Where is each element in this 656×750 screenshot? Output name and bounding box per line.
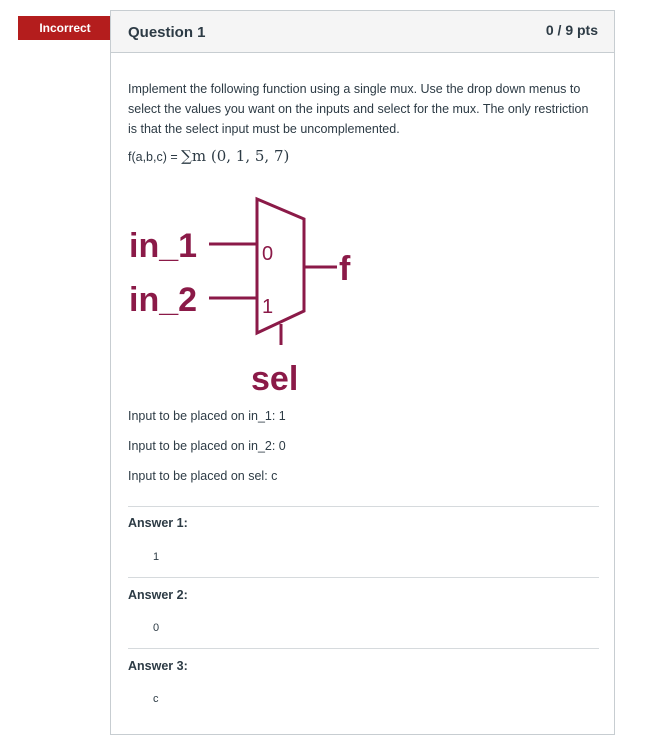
port-1-label: 1 — [262, 296, 274, 318]
selection-sel: Input to be placed on sel: c — [128, 469, 278, 483]
port-0-label: 0 — [262, 243, 274, 265]
answer-2-label: Answer 2: — [128, 588, 188, 602]
in2-label: in_2 — [129, 281, 198, 319]
selection-in1: Input to be placed on in_1: 1 — [128, 409, 286, 423]
in1-label: in_1 — [129, 227, 198, 265]
question-title: Question 1 — [128, 24, 206, 41]
question-card — [110, 10, 615, 735]
answer-1-value: 1 — [153, 551, 160, 563]
answer-3-label: Answer 3: — [128, 659, 188, 673]
question-points: 0 / 9 pts — [545, 22, 598, 38]
function-prefix: f(a,b,c) = — [128, 150, 182, 164]
selection-in2: Input to be placed on in_2: 0 — [128, 439, 286, 453]
output-label: f — [339, 250, 351, 288]
question-prompt: Implement the following function using a single mux. Use the drop down menus to select the values you want on the inputs and select for the mux. The only restriction is that the select input must be uncomplemented. — [128, 82, 589, 136]
question-body — [128, 79, 600, 165]
divider — [128, 577, 599, 578]
answer-2-value: 0 — [153, 622, 160, 634]
status-badge-label: Incorrect — [39, 21, 91, 35]
answer-3-value: c — [153, 693, 159, 705]
divider — [128, 506, 599, 507]
function-math: ∑m (0, 1, 5, 7) — [181, 147, 290, 165]
status-badge — [18, 16, 120, 40]
answer-1-label: Answer 1: — [128, 516, 188, 530]
question-header — [111, 11, 614, 53]
mux-diagram — [129, 193, 349, 403]
function-definition — [128, 147, 600, 165]
sel-label: sel — [251, 360, 299, 398]
divider — [128, 648, 599, 649]
